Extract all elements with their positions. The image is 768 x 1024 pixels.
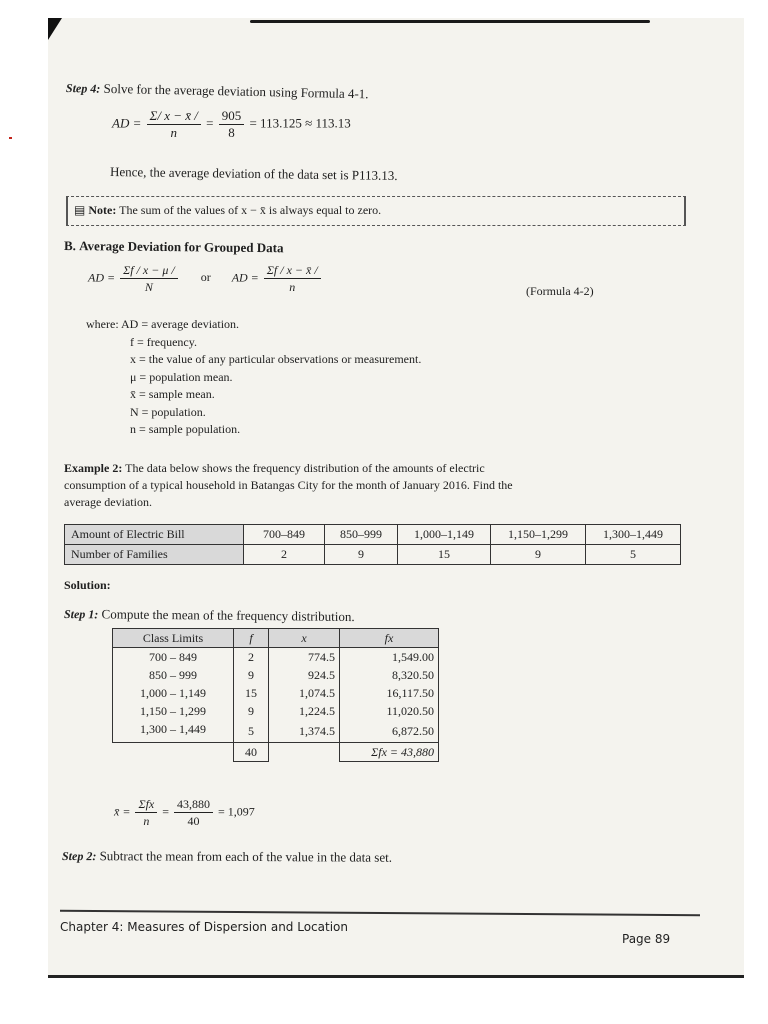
amount-cell: 1,300–1,449 [586, 525, 681, 545]
cell-fx: 6,872.50 [340, 720, 439, 743]
amount-cell: 1,000–1,149 [398, 525, 491, 545]
f2-denominator: n [289, 280, 296, 294]
cell-empty [113, 743, 234, 762]
where-item-mu: μ = population mean. [130, 369, 233, 384]
col-f: f [234, 629, 269, 648]
where-item-f: f = frequency. [130, 334, 197, 349]
example2-label: Example 2: [64, 461, 123, 475]
step1-text: Compute the mean of the frequency distribution. [101, 606, 355, 625]
scan-top-edge [250, 20, 650, 23]
mean-denominator2: 40 [187, 814, 200, 828]
footer-page-number: Page 89 [622, 932, 671, 946]
mean-lhs: x̄ = [114, 804, 131, 819]
families-cell: 9 [325, 545, 398, 565]
scan-corner-mark [48, 18, 62, 40]
step4-result: = 113.125 ≈ 113.13 [249, 115, 351, 131]
cell-class: 700 – 849 [113, 648, 234, 667]
f2-fraction [264, 262, 321, 295]
formula-label: (Formula 4-2) [526, 284, 594, 298]
step2-label: Step 2: [61, 849, 97, 864]
cell-f: 9 [234, 702, 269, 720]
col-fx: fx [340, 629, 439, 648]
mean-fraction2 [174, 796, 213, 829]
step2-line [62, 848, 392, 866]
f1-numerator: Σf / x − μ / [120, 262, 178, 279]
table-row [65, 525, 681, 545]
mean-result: = 1,097 [218, 804, 255, 819]
step4-numerator: Σ/ x − x̄ / [147, 108, 201, 125]
scan-mark [9, 137, 12, 139]
f1-denominator: N [144, 280, 153, 294]
amount-cell: 700–849 [244, 525, 325, 545]
step4-denominator: n [170, 125, 177, 140]
amount-cell: 850–999 [325, 525, 398, 545]
where-row-0 [86, 316, 421, 334]
amount-cell: 1,150–1,299 [491, 525, 586, 545]
note-box [66, 196, 686, 226]
footer-chapter: Chapter 4: Measures of Dispersion and Location [60, 920, 348, 934]
step4-fraction [147, 108, 201, 141]
cell-empty [269, 743, 340, 762]
table-total-row [113, 743, 439, 762]
or-text: or [200, 270, 211, 285]
example2-line1 [64, 460, 694, 477]
cell-x: 774.5 [269, 648, 340, 667]
note-line [74, 203, 381, 218]
where-item-N: N = population. [130, 404, 206, 419]
cell-class: 1,150 – 1,299 [113, 702, 234, 720]
step2-text: Subtract the mean from each of the value in the data set. [99, 848, 393, 865]
cell-class: 1,300 – 1,449 [113, 720, 234, 743]
step4-numerator2: 905 [219, 108, 245, 125]
cell-x: 1,074.5 [269, 684, 340, 702]
cell-x: 1,224.5 [269, 702, 340, 720]
frequency-table [112, 628, 439, 762]
cell-x: 1,374.5 [269, 720, 340, 743]
table-row [113, 720, 439, 743]
step4-denominator2: 8 [228, 125, 235, 140]
example2-line2: consumption of a typical household in Batangas City for the month of January 2016. Find the [64, 478, 513, 492]
ad-lhs: AD = [112, 115, 142, 131]
row-label-amount: Amount of Electric Bill [65, 525, 244, 545]
col-class-limits: Class Limits [113, 629, 234, 648]
families-cell: 5 [586, 545, 681, 565]
mean-formula [114, 796, 255, 829]
cell-fx: 8,320.50 [340, 666, 439, 684]
solution-text: Solution: [64, 578, 111, 592]
mean-equals: = [162, 804, 170, 819]
mean-denominator: n [143, 814, 150, 828]
f2-lhs: AD = [231, 270, 259, 285]
step4-fraction2 [219, 108, 245, 141]
example2-line1-text: The data below shows the frequency distribution of the amounts of electric [125, 461, 485, 475]
step4-label: Step 4: [65, 81, 101, 96]
f1-lhs: AD = [88, 270, 116, 285]
where-lead: where: [86, 317, 119, 331]
row-label-families: Number of Families [65, 545, 244, 565]
table-header-row [113, 629, 439, 648]
families-cell: 9 [491, 545, 586, 565]
scan-bottom-edge [48, 975, 744, 978]
families-cell: 2 [244, 545, 325, 565]
mean-fraction [135, 796, 157, 829]
f1-fraction [120, 262, 178, 295]
cell-class: 1,000 – 1,149 [113, 684, 234, 702]
step4-formula [112, 108, 351, 141]
mean-numerator2: 43,880 [174, 796, 213, 813]
where-item-xbar: x̄ = sample mean. [130, 387, 215, 401]
table-row [113, 666, 439, 684]
cell-f: 15 [234, 684, 269, 702]
step4-conclusion: Hence, the average deviation of the data set is P113.13. [109, 164, 398, 184]
step1-line [64, 606, 355, 625]
where-block [86, 316, 421, 439]
example2-paragraph [64, 460, 694, 511]
electric-bill-table [64, 524, 681, 565]
total-fx: Σfx = 43,880 [340, 743, 439, 762]
section-b-heading [64, 238, 284, 256]
mean-numerator: Σfx [135, 796, 157, 813]
cell-f: 2 [234, 648, 269, 667]
total-f: 40 [234, 743, 269, 762]
table-row [113, 648, 439, 667]
section-b-letter: B. [63, 238, 77, 254]
solution-label [64, 578, 111, 593]
table-row [65, 545, 681, 565]
f2-numerator: Σf / x − x̄ / [264, 262, 321, 279]
cell-class: 850 – 999 [113, 666, 234, 684]
note-text: The sum of the values of x − x̄ is always equal to zero. [119, 203, 382, 217]
cell-fx: 11,020.50 [340, 702, 439, 720]
section-b-title: Average Deviation for Grouped Data [79, 238, 284, 256]
step1-label: Step 1: [63, 607, 99, 622]
table-row [113, 684, 439, 702]
example2-line3: average deviation. [64, 495, 152, 509]
cell-f: 9 [234, 666, 269, 684]
table-row [113, 702, 439, 720]
note-label: Note: [88, 203, 117, 217]
families-cell: 15 [398, 545, 491, 565]
formula-4-2 [88, 262, 323, 295]
cell-f: 5 [234, 720, 269, 743]
note-icon: ▤ [74, 203, 86, 217]
where-item-n: n = sample population. [130, 422, 241, 436]
where-item-ad: AD = average deviation. [121, 317, 240, 331]
col-x: x [269, 629, 340, 648]
cell-x: 924.5 [269, 666, 340, 684]
cell-fx: 1,549.00 [340, 648, 439, 667]
cell-fx: 16,117.50 [340, 684, 439, 702]
step4-equals: = [206, 115, 214, 131]
where-item-x: x = the value of any particular observations or measurement. [130, 352, 422, 366]
step4-text: Solve for the average deviation using Formula 4-1. [103, 80, 369, 102]
